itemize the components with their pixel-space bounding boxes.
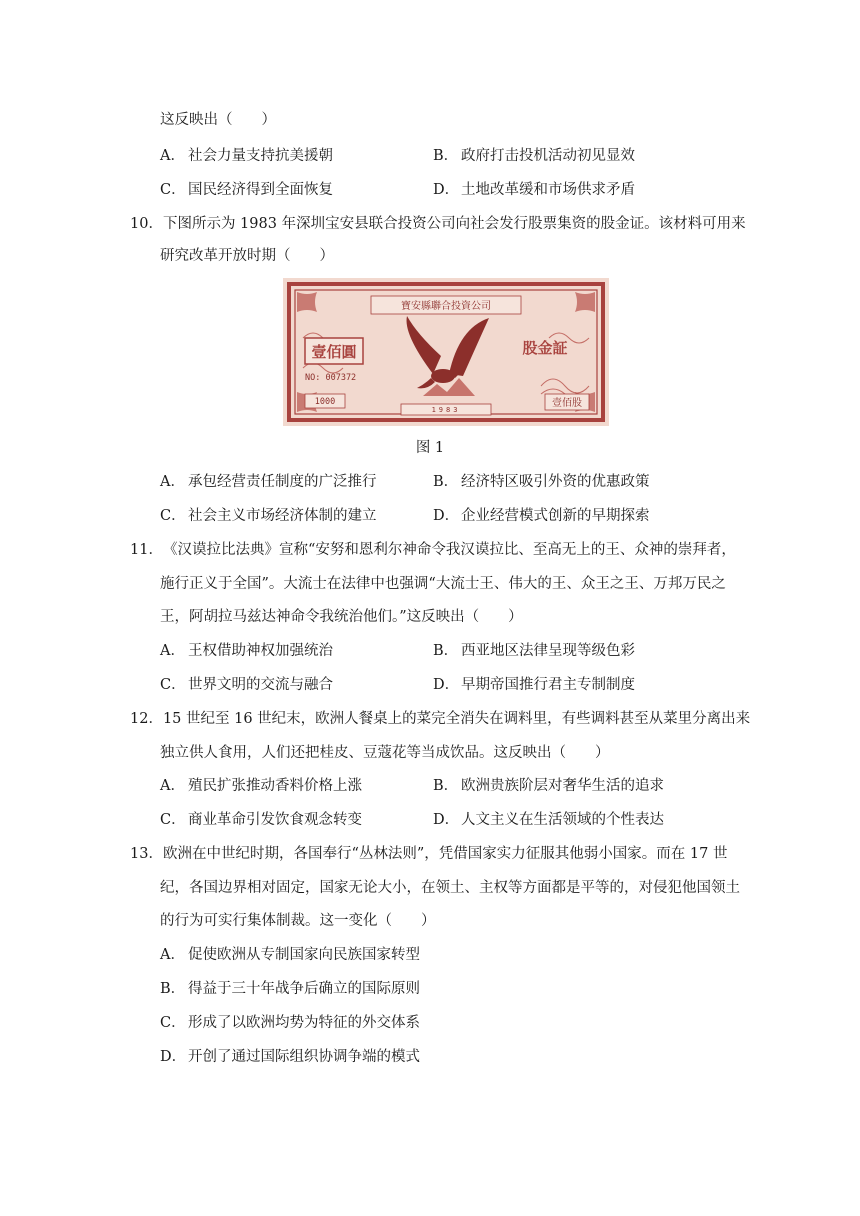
certificate-title: 股金証 [522, 339, 568, 357]
q10-stem-line2: 研究改革开放时期（ ） [160, 248, 334, 264]
option-letter: D． [433, 508, 460, 524]
option-letter: A． [160, 778, 185, 794]
q10-option-b[interactable] [433, 472, 650, 492]
option-letter: D． [433, 182, 460, 198]
q12-option-a[interactable] [160, 776, 362, 796]
q11-stem-line2: 施行正义于全国”。大流士在法律中也强调“大流士王、伟大的王、众王之王、万邦万民之 [160, 576, 726, 592]
option-text: 企业经营模式创新的早期探索 [461, 508, 650, 524]
q12-option-c[interactable] [160, 810, 362, 830]
q10-option-d[interactable] [433, 506, 650, 526]
q9-option-b[interactable] [433, 146, 635, 166]
q11-stem-line3: 王，阿胡拉马兹达神命令我统治他们。”这反映出（ ） [160, 609, 523, 625]
q10-option-a[interactable] [160, 472, 377, 492]
q13-option-d[interactable] [160, 1047, 420, 1067]
option-text: 得益于三十年战争后确立的国际原则 [188, 981, 420, 997]
q10-stem-line1 [130, 214, 746, 234]
q9-stem-tail: 这反映出（ ） [160, 112, 276, 128]
option-text: 形成了以欧洲均势为特征的外交体系 [188, 1015, 420, 1031]
option-text: 早期帝国推行君主专制制度 [461, 677, 635, 693]
option-letter: B． [433, 643, 459, 659]
option-text: 政府打击投机活动初见显效 [461, 148, 635, 164]
q12-option-d[interactable] [433, 810, 664, 830]
q12-text-1: 15 世纪至 16 世纪末，欧洲人餐桌上的菜完全消失在调料里，有些调料甚至从菜里分离出来 [162, 711, 751, 727]
option-text: 承包经营责任制度的广泛推行 [188, 474, 377, 490]
option-text: 西亚地区法律呈现等级色彩 [461, 643, 635, 659]
option-letter: A． [160, 474, 185, 490]
question-number: 10． [130, 216, 163, 232]
option-letter: A． [160, 643, 185, 659]
q13-stem-line2: 纪，各国边界相对固定，国家无论大小，在领土、主权等方面都是平等的，对侵犯他国领土 [160, 880, 740, 896]
q11-text-1: 《汉谟拉比法典》宣称“安努和恩利尔神命令我汉谟拉比、至高无上的王、众神的崇拜者， [162, 542, 736, 558]
q13-option-b[interactable] [160, 979, 420, 999]
question-number: 12． [130, 711, 163, 727]
option-text: 土地改革缓和市场供求矛盾 [461, 182, 635, 198]
option-text: 殖民扩张推动香料价格上涨 [188, 778, 362, 794]
q10-option-c[interactable] [160, 506, 377, 526]
option-letter: A． [160, 148, 185, 164]
option-text: 经济特区吸引外资的优惠政策 [461, 474, 650, 490]
option-text: 世界文明的交流与融合 [188, 677, 333, 693]
q9-option-a[interactable] [160, 146, 333, 166]
option-letter: D． [160, 1049, 187, 1065]
option-text: 社会主义市场经济体制的建立 [188, 508, 377, 524]
q13-text-1: 欧洲在中世纪时期，各国奉行“丛林法则”，凭借国家实力征服其他弱小国家。而在 17 世 [162, 846, 728, 862]
option-letter: C． [160, 1015, 186, 1031]
option-text: 开创了通过国际组织协调争端的模式 [188, 1049, 420, 1065]
certificate-shares: 壹佰股 [552, 398, 582, 409]
certificate-value-seal: 壹佰圓 [311, 343, 357, 361]
certificate-year: 1983 [431, 406, 461, 414]
q11-option-d[interactable] [433, 675, 635, 695]
option-letter: B． [433, 778, 459, 794]
option-text: 欧洲贵族阶层对奢华生活的追求 [461, 778, 664, 794]
option-letter: D． [433, 677, 460, 693]
q11-option-a[interactable] [160, 641, 333, 661]
option-letter: C． [160, 182, 186, 198]
option-text: 社会力量支持抗美援朝 [188, 148, 333, 164]
certificate-company: 寶安縣聯合投資公司 [401, 301, 491, 312]
option-letter: D． [433, 812, 460, 828]
option-letter: C． [160, 677, 186, 693]
option-text: 商业革命引发饮食观念转变 [188, 812, 362, 828]
figure-caption: 图 1 [415, 440, 445, 456]
q11-stem-line1 [130, 540, 736, 560]
option-text: 王权借助神权加强统治 [188, 643, 333, 659]
certificate-serial: NO: 007372 [305, 373, 357, 383]
option-letter: B． [433, 148, 459, 164]
question-number: 11． [130, 542, 163, 558]
question-number: 13． [130, 846, 163, 862]
q9-option-d[interactable] [433, 180, 635, 200]
option-text: 促使欧洲从专制国家向民族国家转型 [188, 947, 420, 963]
option-letter: A． [160, 947, 185, 963]
q12-option-b[interactable] [433, 776, 664, 796]
option-letter: C． [160, 812, 186, 828]
option-text: 国民经济得到全面恢复 [188, 182, 333, 198]
q13-option-a[interactable] [160, 945, 420, 965]
q11-option-c[interactable] [160, 675, 333, 695]
q12-stem-line1 [130, 709, 750, 729]
stock-certificate-image [283, 278, 609, 426]
q13-stem-line1 [130, 844, 727, 864]
q10-text-1: 下图所示为 1983 年深圳宝安县联合投资公司向社会发行股票集资的股金证。该材料可用来 [162, 216, 746, 232]
q11-option-b[interactable] [433, 641, 635, 661]
q12-stem-line2: 独立供人食用，人们还把桂皮、豆蔻花等当成饮品。这反映出（ ） [160, 745, 610, 761]
certificate-amount: 1000 [314, 397, 336, 407]
option-letter: B． [433, 474, 459, 490]
option-letter: C． [160, 508, 186, 524]
q13-option-c[interactable] [160, 1013, 420, 1033]
q9-option-c[interactable] [160, 180, 333, 200]
option-text: 人文主义在生活领域的个性表达 [461, 812, 664, 828]
q13-stem-line3: 的行为可实行集体制裁。这一变化（ ） [160, 913, 436, 929]
option-letter: B． [160, 981, 186, 997]
